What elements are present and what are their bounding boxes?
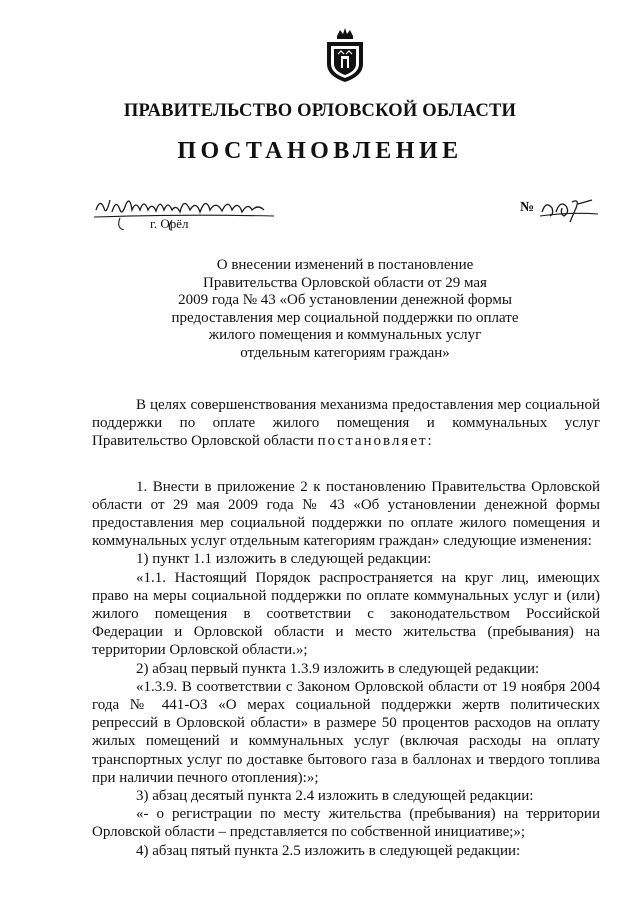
paragraph-subitem-1: 1) пункт 1.1 изложить в следующей редакции: (136, 551, 432, 568)
document-body (92, 396, 600, 860)
paragraph-quote-1-3-9: «1.3.9. В соответствии с Законом Орловской области от 19 ноября 2004 года № 441-ОЗ «О мерах социальной поддержки жертв политических репрессий в Орловской области» в размере 50 процентов расходов на оплату жилых помещений и коммунальных услуг (включая расходы на оплату транспортных услуг по доставке бытового газа в баллонах и твердого топлива при наличии печного отопления):»; (92, 678, 600, 786)
government-title: ПРАВИТЕЛЬСТВО ОРЛОВСКОЙ ОБЛАСТИ (123, 101, 517, 121)
paragraph-subitem-2: 2) абзац первый пункта 1.3.9 изложить в следующей редакции: (136, 660, 540, 677)
subject-line: предоставления мер социальной поддержки по оплате (171, 309, 519, 326)
subject-line: 2009 года № 43 «Об установлении денежной формы (178, 292, 512, 309)
preamble-verb: постановляет: (317, 433, 434, 450)
paragraph-subitem-4: 4) абзац пятый пункта 2.5 изложить в следующей редакции: (136, 842, 521, 859)
preamble-paragraph (92, 396, 600, 451)
coat-of-arms-icon (324, 26, 366, 84)
document-type-title: ПОСТАНОВЛЕНИЕ (177, 138, 463, 164)
subject-line: О внесении изменений в постановление (216, 257, 474, 273)
city-label: г. Орёл (150, 216, 189, 231)
number-label: № (520, 200, 535, 215)
paragraph-quote-registration: «- о регистрации по месту жительства (пребывания) на территории Орловской области – представляется по собственной инициативе;»; (92, 806, 600, 841)
subject-line: Правительства Орловской области от 29 мая (203, 274, 487, 291)
preamble-text: В целях совершенствования механизма предоставления мер социальной поддержки по оплате жилого помещения и коммунальных услуг Правительство Орловской области (92, 397, 600, 450)
subject-line: отдельным категориям граждан» (240, 344, 450, 361)
handwritten-number (540, 192, 600, 224)
paragraph-quote-1-1: «1.1. Настоящий Порядок распространяется на круг лиц, имеющих право на меры социальной поддержки по оплате коммунальных услуг и (или) жилого помещения в соответствии с законодательством Российской Федерации и Орловской области и место жительства (пребывания) на территории Орловской области.»; (92, 569, 600, 659)
paragraph-subitem-3: 3) абзац десятый пункта 2.4 изложить в следующей редакции: (136, 788, 534, 805)
document-subject (140, 257, 550, 363)
subject-line: жилого помещения и коммунальных услуг (208, 327, 482, 344)
paragraph-item-1: 1. Внести в приложение 2 к постановлению Правительства Орловской области от 29 мая 2009 года № 43 «Об установлении денежной формы предоставления мер социальной поддержки по оплате жилого помещения и коммунальных услуг отдельным категориям граждан» следующие изменения: (92, 478, 600, 550)
